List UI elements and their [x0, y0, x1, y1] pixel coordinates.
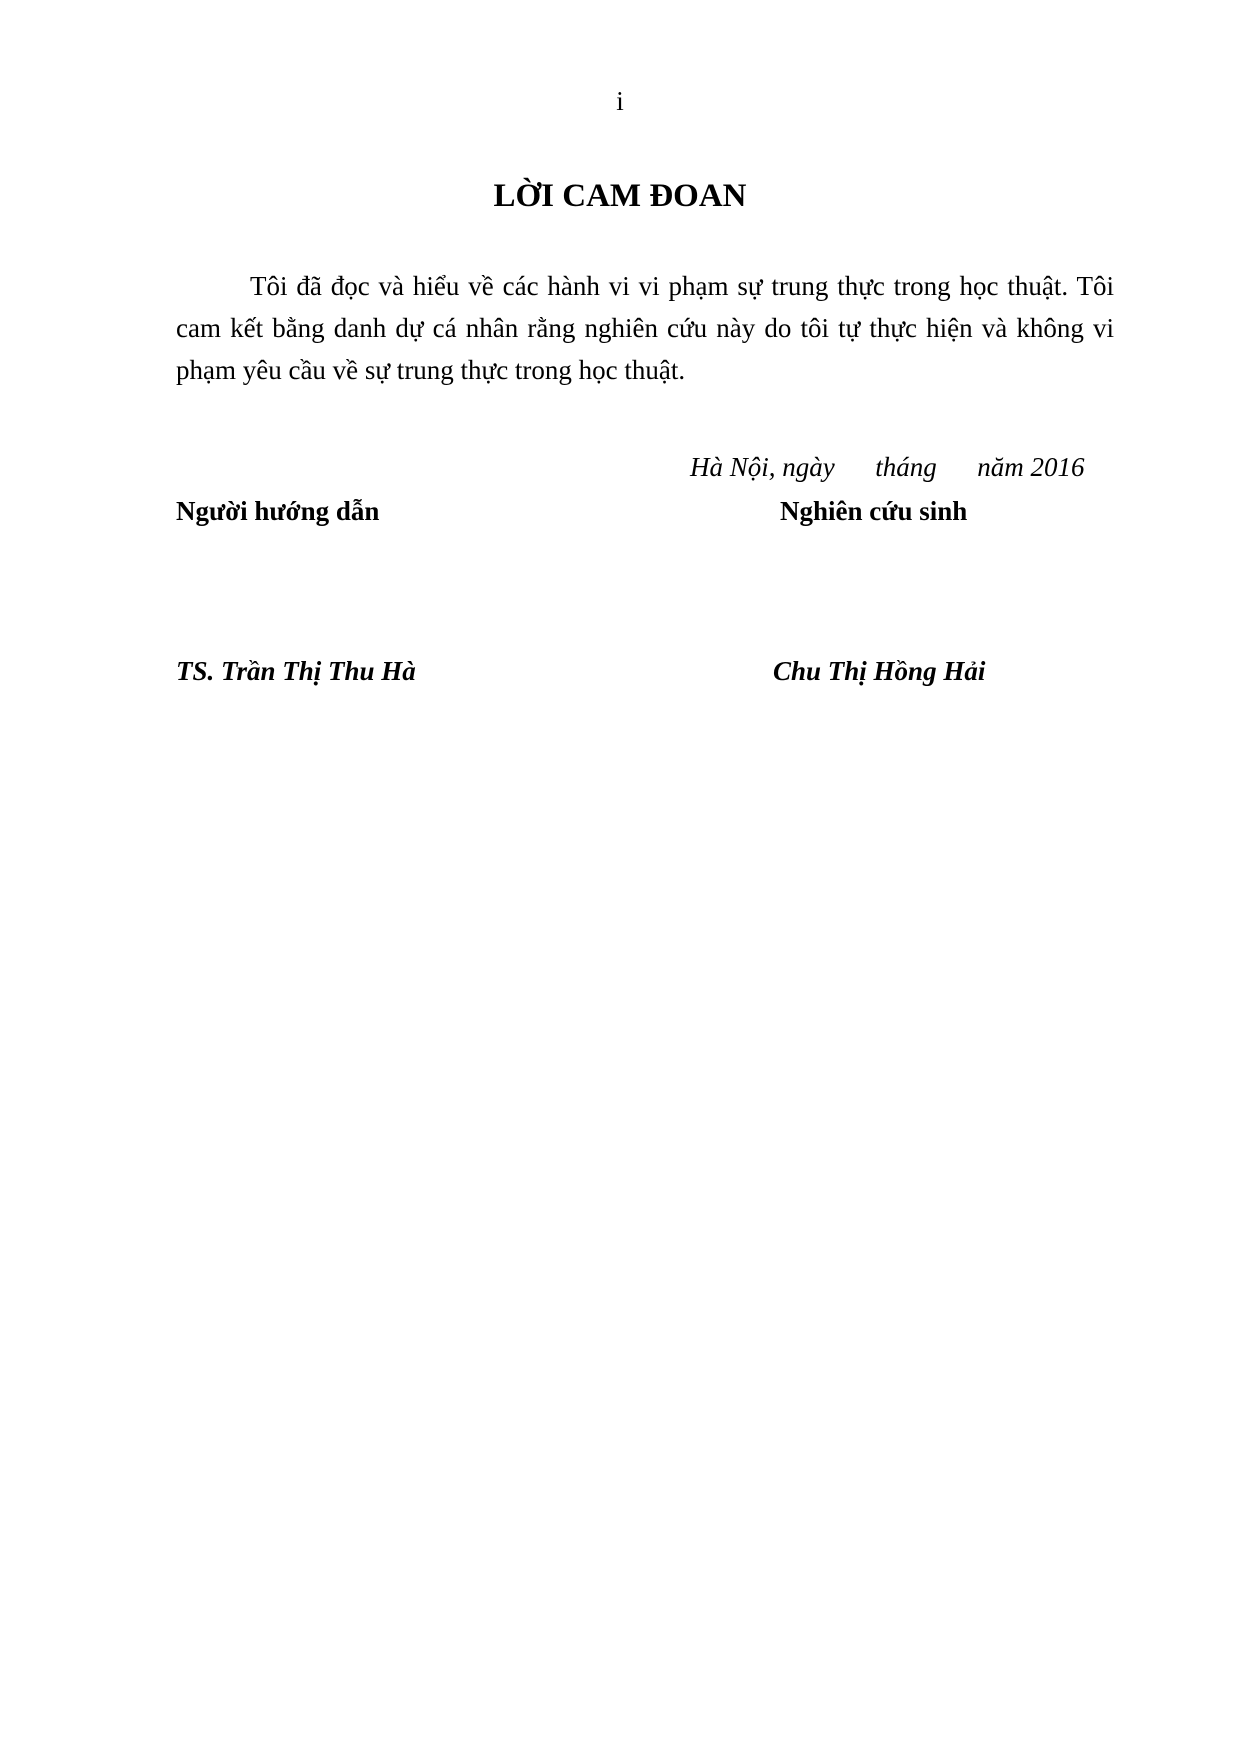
page-title: LỜI CAM ĐOAN	[493, 178, 747, 214]
declaration-paragraph: Tôi đã đọc và hiểu về các hành vi vi phạm sự trung thực trong học thuật. Tôi cam kết bằng danh dự cá nhân rằng nghiên cứu này do tôi tự thực hiện và không vi phạm yêu cầu về sự trung thực trong học thuật.	[176, 271, 1114, 385]
page-number: i	[616, 86, 624, 116]
place-date-line: Hà Nội, ngày tháng năm 2016	[690, 452, 1085, 482]
candidate-name: Chu Thị Hồng Hải	[773, 656, 986, 686]
supervisor-name: TS. Trần Thị Thu Hà	[176, 656, 416, 686]
candidate-role-label: Nghiên cứu sinh	[780, 496, 968, 526]
supervisor-role-label: Người hướng dẫn	[176, 496, 380, 526]
